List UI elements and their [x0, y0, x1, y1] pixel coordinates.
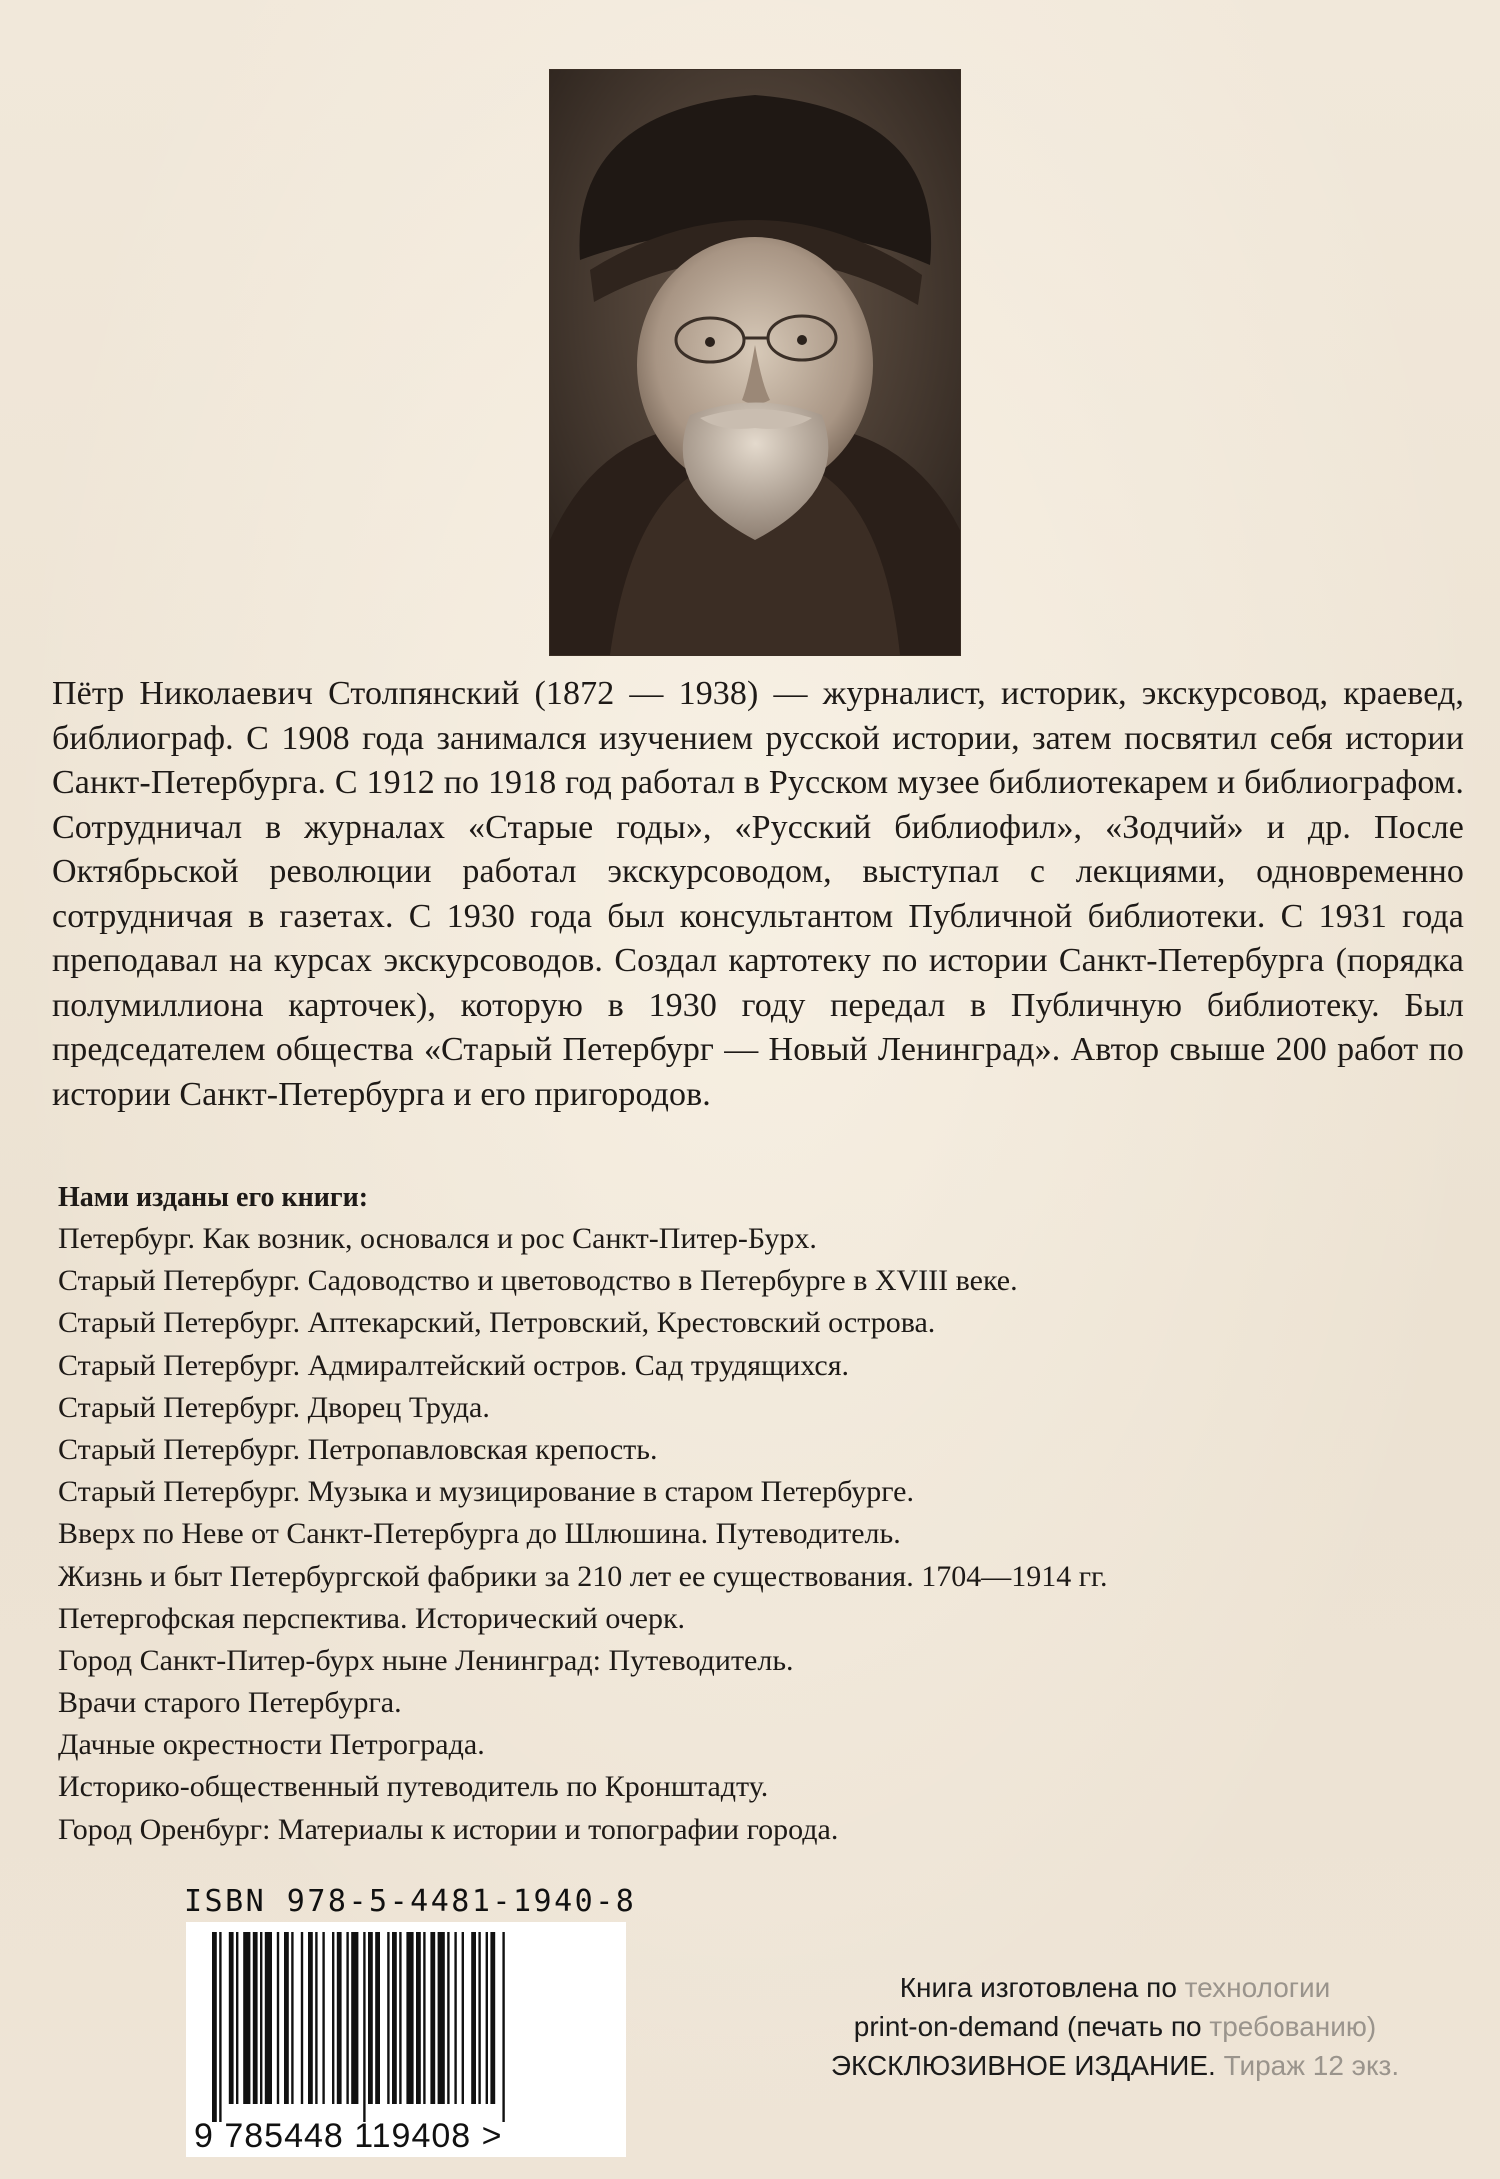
barcode-bars: [212, 1932, 505, 2122]
book-item: Старый Петербург. Музыка и музицирование в старом Петербурге.: [58, 1475, 914, 1509]
book-item: Город Санкт-Питер-бурх ныне Ленинград: Путеводитель.: [58, 1643, 794, 1677]
isbn-label: ISBN 978-5-4481-1940-8: [184, 1884, 637, 1919]
book-item: Старый Петербург. Адмиралтейский остров. Сад трудящихся.: [58, 1348, 850, 1382]
imprint-line-3: ЭКСКЛЮЗИВНОЕ ИЗДАНИЕ. Тираж 12 экз.: [830, 2050, 1400, 2081]
book-item: Врачи старого Петербурга.: [58, 1686, 402, 1720]
imprint-line-2: print-on-demand (печать по требованию): [853, 2011, 1377, 2042]
author-portrait: [550, 70, 960, 655]
books-list: [58, 1218, 1358, 1851]
book-item: Жизнь и быт Петербургской фабрики за 210 лет ее существования. 1704—1914 гг.: [58, 1559, 1108, 1593]
isbn-barcode: [186, 1922, 626, 2157]
book-item: Старый Петербург. Дворец Труда.: [58, 1390, 490, 1424]
books-heading: Нами изданы его книги:: [58, 1182, 369, 1213]
book-item: Старый Петербург. Петропавловская крепость.: [58, 1432, 658, 1466]
author-biography: Пётр Николаевич Столпянский (1872 — 1938) — журналист, историк, экскурсовод, краевед, библиограф. С 1908 года занимался изучением русской истории, затем посвятил себя истории Санкт-Петербурга. С 1912 по 1918 год работал в Русском музее библиотекарем и библиографом. Сотрудничал в журналах «Старые годы», «Русский библиофил», «Зодчий» и др. После Октябрьской революции работал экскурсоводом, выступал с лекциями, одновременно сотрудничая в газетах. С 1930 года был консультантом Публичной библиотеки. С 1931 года преподавал на курсах экскурсоводов. Создал картотеку по истории Санкт-Петербурга (порядка полумиллиона карточек), которую в 1930 году передал в Публичную библиотеку. Был председателем общества «Старый Петербург — Новый Ленинград». Автор свыше 200 работ по истории Санкт-Петербурга и его пригородов.: [52, 675, 1464, 1113]
book-item: Петергофская перспектива. Исторический очерк.: [58, 1601, 686, 1635]
book-item: Старый Петербург. Садоводство и цветоводство в Петербурге в XVIII веке.: [58, 1264, 1018, 1298]
book-item: Историко-общественный путеводитель по Кронштадту.: [58, 1770, 769, 1804]
book-item: Город Оренбург: Материалы к истории и топографии города.: [58, 1812, 839, 1846]
book-item: Дачные окрестности Петрограда.: [58, 1728, 485, 1762]
imprint-line-1: Книга изготовлена по технологии: [899, 1972, 1331, 2003]
book-item: Петербург. Как возник, основался и рос Санкт-Питер-Бурх.: [58, 1222, 817, 1255]
book-item: Вверх по Неве от Санкт-Петербурга до Шлюшина. Путеводитель.: [58, 1517, 901, 1551]
barcode-digits: 9 785448 119408 >: [194, 2117, 503, 2155]
book-item: Старый Петербург. Аптекарский, Петровский, Крестовский острова.: [58, 1306, 936, 1340]
print-on-demand-note: [790, 1968, 1440, 2085]
